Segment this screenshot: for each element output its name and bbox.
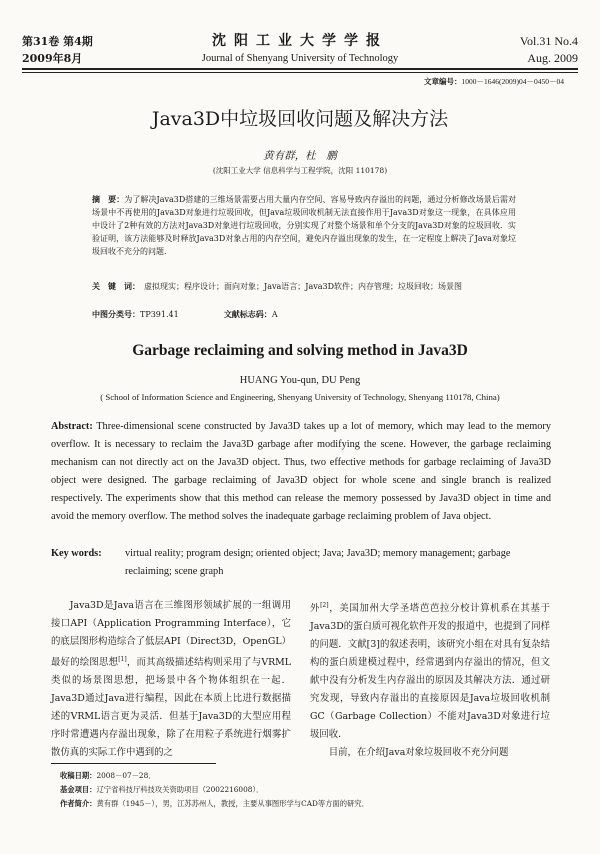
body-paragraph bbox=[51, 597, 291, 762]
keywords-en-label: Key words: bbox=[51, 548, 102, 559]
keywords-en bbox=[51, 545, 551, 581]
citation: [1] bbox=[118, 656, 127, 663]
body-text: Java3D是Java语言在三维图形领域扩展的一组调用接口API（Application Programming Interface），它的底层图形构造综合了低层API（Direct3D，OpenGL）最好的绘图思想 bbox=[51, 600, 291, 669]
abstract-en-label: Abstract: bbox=[51, 421, 93, 432]
doc-code-value: A bbox=[271, 310, 278, 319]
received-label: 收稿日期： bbox=[60, 771, 97, 780]
title-en: Garbage reclaiming and solving method in Java3D bbox=[132, 342, 468, 359]
header-rule-thin bbox=[22, 72, 578, 73]
footnote-fund bbox=[60, 783, 550, 797]
journal-name-zh: 沈阳工业大学学报 bbox=[212, 33, 388, 49]
abstract-zh-label: 摘 要： bbox=[92, 195, 125, 204]
body-text: ，美国加州大学圣塔芭芭拉分校计算机系在其基于Java3D的蛋白质可视化软件开发的报道中，也提到了同样的问题．文献[3]的叙述表明，该研究小组在对具有复杂结构的蛋白质建模过程中，经常遇到内存溢出的情况，但文献中没有分析发生内存溢出的原因及其解决方法．通过研究发现，导致内存溢出的直接原因是Java垃圾回收机制GC（Garbage Collection）不能对Java3D对象进行垃圾回收． bbox=[310, 603, 550, 741]
header-issue-zh bbox=[22, 33, 93, 67]
header-date-en: Aug. 2009 bbox=[527, 51, 578, 65]
classification bbox=[92, 309, 278, 320]
keywords-en-text: virtual reality; program design; oriented object; Java; Java3D; memory management; garbage reclaiming; scene graph bbox=[125, 548, 511, 577]
fund-text: 辽宁省科技厅科技攻关资助项目（2002216008）． bbox=[96, 785, 264, 794]
article-number-label: 文章编号： bbox=[424, 77, 462, 86]
authors-en: HUANG You-qun, DU Peng bbox=[239, 375, 361, 386]
received-date: 2008－07－28． bbox=[96, 771, 156, 780]
fund-label: 基金项目： bbox=[60, 785, 97, 794]
header-volume-zh: 第31卷 第4期 bbox=[22, 35, 93, 48]
footnotes bbox=[60, 769, 550, 811]
header-issue-en bbox=[520, 33, 578, 67]
abstract-en-text: Three-dimensional scene constructed by Java3D takes up a lot of memory, which may lead to the memory overflow. It is necessary to reclaim the Java3D garbage after modifying the scene. However, the garbage reclaiming mechanism can not directly act on the Java3D object. Thus, two effective methods for garbage reclaiming of Java3D object were designed. The garbage reclaiming of Java3D object for whole scene and single branch is realized respectively. The experiments show that this method can release the memory possessed by Java3D object in time and avoid the memory overflow. The method solves the inadequate garbage reclaiming problem of Java object. bbox=[51, 421, 551, 523]
affiliation-zh: (沈阳工业大学 信息科学与工程学院，沈阳 110178) bbox=[212, 166, 388, 175]
author-bio-label: 作者简介： bbox=[60, 799, 97, 808]
header-rule-thick bbox=[22, 68, 578, 70]
body-text-prefix: 外 bbox=[310, 603, 321, 615]
body-left-column bbox=[51, 597, 291, 762]
authors-zh: 黄有群，杜 鹏 bbox=[263, 150, 337, 162]
citation: [2] bbox=[320, 602, 329, 609]
clc-label: 中图分类号： bbox=[92, 310, 140, 319]
author-bio-text: 黄有群（1945－），男，江苏苏州人，教授，主要从事图形学与CAD等方面的研究． bbox=[96, 799, 369, 808]
footnote-rule bbox=[51, 763, 216, 764]
body-right-column bbox=[310, 597, 550, 762]
article-number-value: 1000－1646(2009)04－0450－04 bbox=[461, 77, 564, 86]
body-text-rest: ，而其高级描述结构则采用了与VRML类似的场景图思想，把场景中各个物体组织在一起．Java3D通过Java进行编程，因此在本质上比进行数据描述的VRML语言更为灵活．但基于Java3D的大型应用程序时常遭遇内存溢出现象，除了在用粒子系统进行烟雾扩散仿真的实际工作中遇到的之 bbox=[51, 657, 291, 759]
keywords-zh bbox=[92, 280, 516, 293]
affiliation-en: ( School of Information Science and Engineering, Shenyang University of Technology, Shenyang 110178, China) bbox=[100, 392, 500, 402]
keywords-zh-text: 虚拟现实；程序设计；面向对象；Java语言；Java3D软件；内存管理；垃圾回收；场景图 bbox=[144, 282, 463, 291]
abstract-zh bbox=[92, 193, 516, 258]
body-paragraph bbox=[310, 597, 550, 744]
header-date-zh: 2009年8月 bbox=[22, 52, 83, 65]
journal-name-en: Journal of Shenyang University of Technology bbox=[201, 53, 399, 64]
title-zh: Java3D中垃圾回收问题及解决方法 bbox=[151, 108, 449, 130]
article-number bbox=[424, 76, 564, 87]
clc-value: TP391.41 bbox=[140, 310, 179, 319]
abstract-zh-text: 为了解决Java3D搭建的三维场景需要占用大量内存空间、容易导致内存溢出的问题，通过分析修改场景后需对场景中不再使用的Java3D对象进行垃圾回收，但Java垃圾回收机制无法直接作用于Java3D对象这一现象，在具体应用中设计了2种有效的方法对Java3D对象进行垃圾回收，分别实现了对整个场景和单个分支的Java3D对象的垃圾回收．实验证明，该方法能够及时释放Java3D对象占用的内存空间，避免内存溢出现象的发生，在一定程度上解决了Java对象垃圾回收不充分的问题． bbox=[92, 195, 517, 256]
header-volume-en: Vol.31 No.4 bbox=[519, 34, 578, 48]
footnote-received bbox=[60, 769, 550, 783]
keywords-zh-label: 关 键 词： bbox=[92, 282, 140, 291]
abstract-en bbox=[51, 418, 551, 527]
body-paragraph: 目前，在介绍Java对象垃圾回收不充分问题 bbox=[328, 747, 509, 759]
header-journal bbox=[150, 31, 450, 66]
footnote-author bbox=[60, 797, 550, 811]
doc-code-label: 文献标志码： bbox=[223, 310, 272, 319]
